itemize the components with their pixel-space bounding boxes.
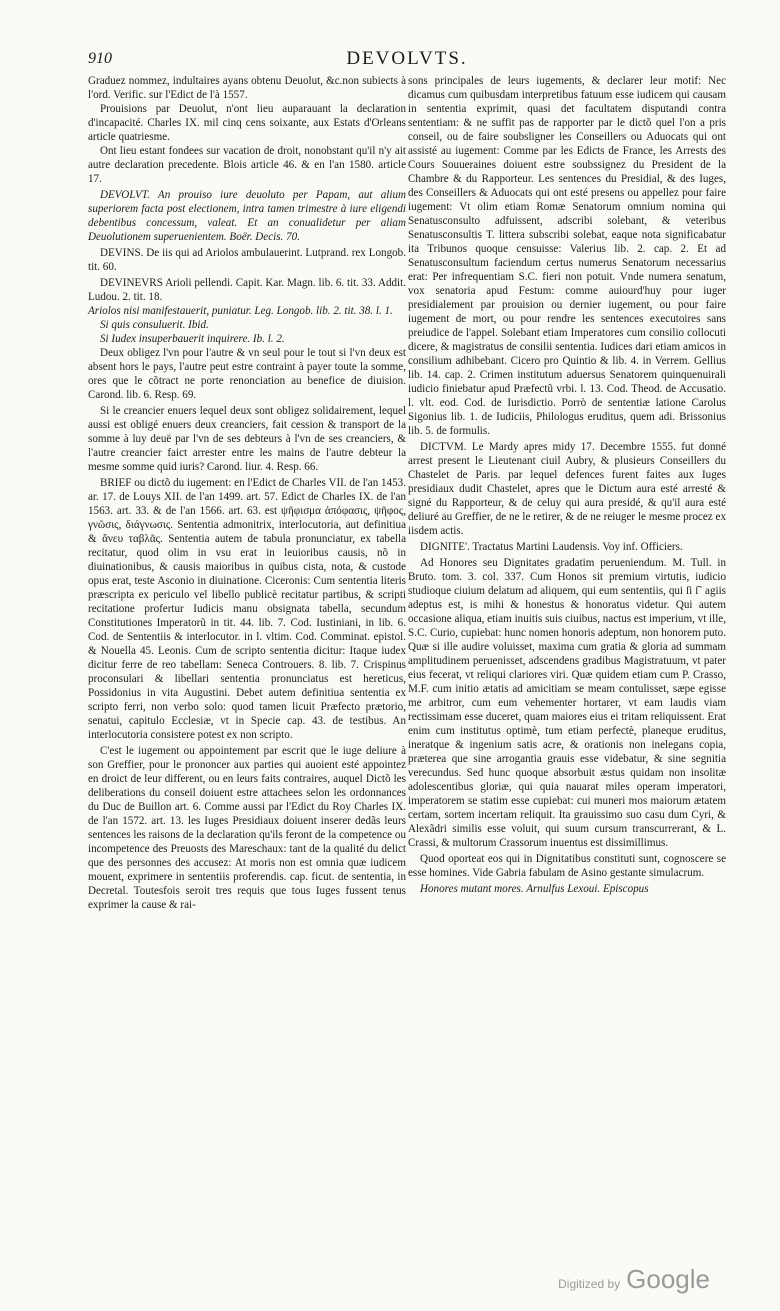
paragraph: Si quis consuluerit. Ibid. — [100, 319, 209, 331]
paragraph: Graduez nommez, indultaires ayans obtenu Deuolut, &c.non subiects à l'ord. Verific. sur l'Edict de l'à 1557. — [88, 75, 406, 101]
paragraph: BRIEF ou dictõ du iugement: en l'Edict de Charles VII. de l'an 1453. ar. 17. de Louys XII. de l'an 1499. art. 57. Edict de Charles IX. de l'an 1563. art. 33. & de l'an 1566. art. 63. est ψῆφισμα ἀπόφασις, ψῆφος, γνῶσις, διάγνωσις. Sententia admonitrix, interlocutoria, aut definitiua & ἄνευ ταβλᾶς. Sententia autem de tabula pronunciatur, ex tabella recitatur, quod olim in vsu erat in leuioribus causis, nõ in diuinationibus, & causis maioribus in quibus cista, nota, & custode opus erat, teste Asconio in diuinatione. Ciceronis: Cum sententia literis præscripta ex periculo vel libello publicè recitatur partibus, & scripti recitatione profertur Iudicis manu obsignata tabella, secundum Constitutiones Imperatorũ in tit. 44. lib. 7. Cod. Iustiniani, in lib. 6. Cod. de Sententiis & interlocutor. in l. vltim. Cod. Comminat. epistol. & Nouella 45. Leonis. Cum de scripto sententia dicitur: Itaque iudex dicitur ferre de reo tabellam: Seneca Controuers. 8. lib. 7. Crispinus proconsulari & libellari sententia pronunciatus est hereticus, Possidonius in vita Augustini. Debet autem definitiua sententia ex scripto ferri, non verbo solo: quod tamen licuit Præfecto prætorio, senatui, capitulo Ecclesiæ, vt in Specie cap. 43. de testibus. An interlocutoria consistere potest ex non scripto. — [88, 477, 406, 741]
paragraph: Prouisions par Deuolut, n'ont lieu auparauant la declaration d'incapacité. Charles IX. mil cinq cens soixante, aux Estats d'Orleans article quatriesme. — [88, 103, 406, 143]
running-title: DEVOLVTS. — [346, 48, 468, 69]
paragraph: Si Iudex insuperbauerit inquirere. Ib. l. 2. — [100, 333, 285, 345]
google-logo: Google — [626, 1264, 710, 1294]
paragraph: Ad Honores seu Dignitates gradatim perueniendum. M. Tull. in Bruto. tom. 3. col. 337. Cum Honos sit premium virtutis, iudicio studioque ciuium delatum ad aliquem, qui eum sententiis, qui ſi ſ˜ agiis adeptus est, is mihi & honestus & honoratus videtur. Qui autem occasione aliqua, etiam inuitis suis ciuibus, nactus est imperium, vt ille, S.C. Curio, cupiebat: hunc nomen honoris adeptum, non honorem puto. Quæ si ille audire voluisset, maxima cum gratia & gloria ad summam amplitudinem peruenisset, adscendens gradibus Magistratuum, vt pater eius fecerat, vt reliqui clariores viri. Quæ quidem etiam cum P. Crasso, M.F. cum initio ætatis ad amicitiam se meam contulisset, sæpe egisse me arbitror, cum eum vehementer hortarer, vt eam laudis viam rectissimam esse duceret, quam maiores eius ei tritam reliquissent. Erat enim cum institutus optimè, tum etiam perfectè, planeque eruditus, ineratque & ingenium satis acre, & orationis non inelegans copia, præterea que sine arrogantia grauis esse videbatur, & sine segnitia verecundus. Sed hunc quoque absorbuit æstus quidam non insolitæ adolescentibus gloriæ, qui quia nauarat miles operam imperatori, imperatorem se statim esse cupiebat: cui muneri mos maiorum ætatem certam, sortem incertam reliquit. Ita grauissimo suo casu dum Cyri, & Alexãdri similis esse voluit, qui suum cursum transcurrerant, & L. Crassi, & multorum Crassorum inuentus est dissimillimus. — [408, 557, 726, 849]
right-column — [408, 74, 726, 912]
text-columns — [88, 74, 726, 912]
paragraph: Honores mutant mores. Arnulfus Lexoui. Episcopus — [420, 883, 649, 895]
paragraph: DICTVM. Le Mardy apres midy 17. Decembre 1555. fut donné arrest present le Lieutenant ciuil Aubry, & plusieurs Conseillers du Chastelet de Paris. par lequel defences furent faites aux Iuges presidiaux dudit Chastelet, apres que le Dictum aura esté arresté & signé du Rapporteur, & de celuy qui aura presidé, & qu'il aura esté deliuré au Greffier, de ne le retirer, & de ne reiuger le mesme procez ex iisdem actis. — [408, 441, 726, 537]
paragraph: Deux obligez l'vn pour l'autre & vn seul pour le tout si l'vn deux est absent hors le pays, l'autre peut estre contraint à payer toute la somme, ores que le cõtract ne porte renonciation au benefice de diuision. Carond. lib. 6. Resp. 69. — [88, 347, 406, 401]
paragraph: sons principales de leurs iugements, & declarer leur motif: Nec dicamus cum quibusdam interpretibus fatuum esse iudicem qui causam in sententia exprimit, quasi det facultatem disputandi contra sententiam: & ne suffit pas de rapporter par le dictõ quel l'on a pris conseil, ou de faire soubsligner les Conseillers ou Aduocats qui ont assisté au iugement: Comme par les Edicts de France, les Arrests des Cours Souueraines doiuent estre soubssignez du President de la Chambre & du Rapporteur. Les sentences du Presidial, & des Iuges, des Conseillers & Aduocats qui ont esté presens ou appellez pour faire iugement: Vt olim etiam Romæ Senatorum omnium nomina qui Senatusconsulto adfuissent, adscribi solebant, & veteribus Senatusconsultis T. littera subscribi solebat, eaque nota significabatur ita Tribunos quoque censuisse: Valerius lib. 2. cap. 2. Et ad Senatusconsultum faciendum certus numerus Senatorum necessarius erat: Per infrequentiam S.C. fieri non potuit. Vnde numera senatum, vox senatoria apud Festum: comme auiourd'huy pour iuger presidialement par prouision ou dernier iugement, ou pour faire iugement de mort, ou pour rendre les sentences executoires sans preiudice de l'appel. Solebant etiam Imperatores cum consilio collocuti dicere, & magistratus de consilii sententia. Iudices dari etiam amicos in consilium adhibebant. Cicero pro Quintio & lib. 4. in Verrem. Gellius lib. 14. cap. 2. Crimen institutum aduersus Senatorem quinquenuirali iudicio finiebatur apud Præfectũ vrbi. l. 13. Cod. Theod. de Accusatio. l. vlt. eod. Cod. de Iurisdictio. Porrò de sententiæ latione Carolus Sigonius lib. 1. de Iudiciis, Philologus eruditus, quem adi. Brissonius lib. 5. de formulis. — [408, 75, 726, 437]
paragraph: DEVOLVT. An prouiso iure deuoluto per Papam, aut alium superiorem facta post electionem, intra tamen trimestre à iure eligendi debentibus concessum, valeat. Et an conualidetur per aliam Deuolutionem superuenientem. Boër. Decis. 70. — [88, 189, 406, 243]
page-header — [88, 50, 726, 70]
digitized-watermark — [558, 1264, 710, 1295]
paragraph: Quod oporteat eos qui in Dignitatibus constituti sunt, cognoscere se esse homines. Vide Gabria fabulam de Asino gestante simulacrum. — [408, 853, 726, 879]
left-column — [88, 74, 406, 912]
paragraph: C'est le iugement ou appointement par escrit que le iuge deliure à son Greffier, pour le prononcer aux parties qui auoient esté appointez en droict de leur different, ou en leurs faits contraires, auquel Dictõ les deliberations du conseil doiuent estre attachees selon les ordonnances du Duc de Buillon art. 6. Comme aussi par l'Edict du Roy Charles IX. de l'an 1572. art. 13. les Iuges Presidiaux doiuent inserer dedãs leurs sentences les raisons de la declaration qu'ils feront de la competence ou incompetence des Preuosts des Mareschaux: tant de la qualité du delict que des personnes des accusez: At moris non est omnia quæ iudicem mouent, exprimere in sententiis proferendis. cap. ficut. de sententia, in Decretal. Toutesfois seroit tres requis que tous Iuges fussent tenus exprimer la cause & rai- — [88, 745, 406, 911]
paragraph: DEVINEVRS Arioli pellendi. Capit. Kar. Magn. lib. 6. tit. 33. Addit. Ludou. 2. tit. 18. — [88, 277, 406, 303]
paragraph: Ariolos nisi manifestauerit, puniatur. Leg. Longob. lib. 2. tit. 38. l. 1. — [88, 305, 393, 317]
paragraph: DIGNITE'. Tractatus Martini Laudensis. Voy inf. Officiers. — [420, 541, 683, 553]
book-page — [88, 50, 726, 1255]
paragraph: Si le creancier enuers lequel deux sont obligez solidairement, lequel aussi est obligé enuers deux creanciers, fait cession & transport de la somme à luy deuë par l'vn de ses debteurs à l'vn de ses creanciers, & l'autre creancier faict arrester entre les mains de l'autre debteur la mesme somme quid iuris? Carond. liur. 4. Resp. 66. — [88, 405, 406, 473]
paragraph: DEVINS. De iis qui ad Ariolos ambulauerint. Lutprand. rex Longob. tit. 60. — [88, 247, 406, 273]
paragraph: Ont lieu estant fondees sur vacation de droit, nonobstant qu'il n'y ait autre declaration precedente. Blois article 46. & en l'an 1580. article 17. — [88, 145, 406, 185]
digitized-by-text: Digitized by — [558, 1277, 621, 1291]
page-number: 910 — [88, 50, 112, 67]
